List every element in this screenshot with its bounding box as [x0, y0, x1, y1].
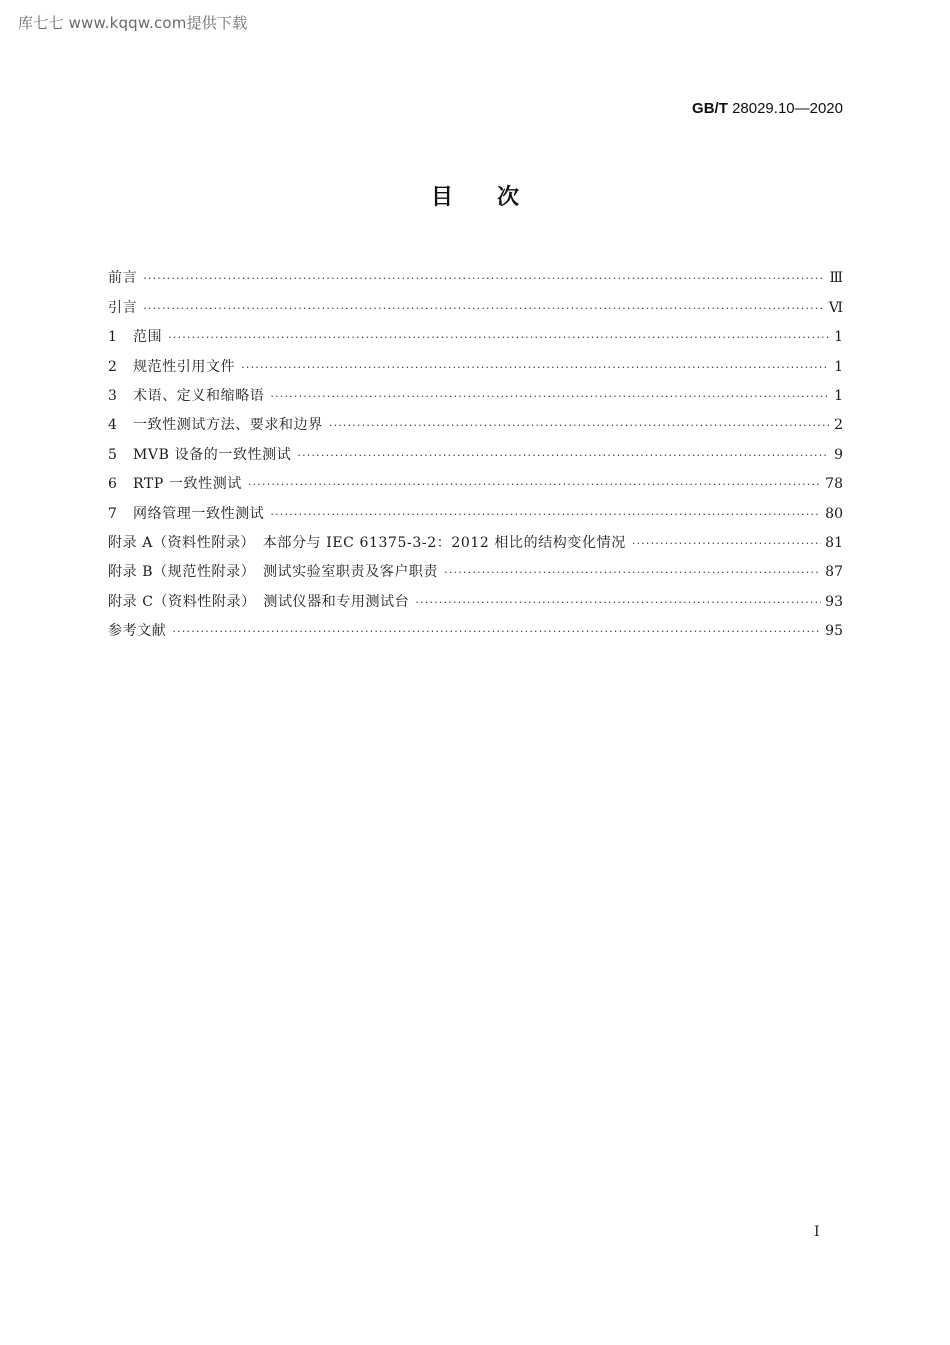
toc-entry-label: 网络管理一致性测试 — [133, 505, 265, 522]
toc-entry-label: 术语、定义和缩略语 — [133, 387, 265, 404]
toc-entry-page: 1 — [834, 387, 843, 404]
toc-entry-scope[interactable] — [108, 318, 843, 347]
toc-entry-number: 4 — [108, 417, 117, 434]
toc-entry-foreword[interactable] — [108, 259, 843, 288]
toc-entry-page: 87 — [825, 564, 843, 581]
standard-prefix: GB/T — [692, 100, 728, 117]
toc-leader-dots — [444, 564, 821, 582]
toc-entry-page: 78 — [825, 476, 843, 493]
toc-entry-number: 3 — [108, 387, 117, 404]
toc-entry-network-management[interactable] — [108, 494, 843, 523]
watermark-text: 库七七 www.kqqw.com提供下载 — [18, 14, 248, 32]
toc-entry-page: 9 — [834, 446, 843, 463]
toc-entry-label: 附录 A（资料性附录） 本部分与 IEC 61375-3-2：2012 相比的结构变化情况 — [108, 534, 626, 551]
toc-entry-label: RTP 一致性测试 — [133, 476, 242, 493]
toc-title: 目次 — [430, 185, 563, 210]
toc-entry-label: 参考文献 — [108, 623, 167, 640]
toc-entry-page: 1 — [834, 329, 843, 346]
toc-entry-page: 80 — [825, 505, 843, 522]
toc-leader-dots — [168, 329, 829, 347]
toc-entry-label: 一致性测试方法、要求和边界 — [133, 417, 323, 434]
toc-entry-page: 2 — [834, 417, 843, 434]
toc-leader-dots — [329, 417, 829, 435]
toc-entry-normative-references[interactable] — [108, 347, 843, 376]
toc-entry-number: 1 — [108, 329, 117, 346]
table-of-contents — [108, 259, 843, 641]
standard-code: 28029.10—2020 — [732, 100, 843, 117]
toc-leader-dots — [632, 535, 821, 553]
toc-leader-dots — [270, 506, 821, 524]
toc-entry-label: 附录 C（资料性附录） 测试仪器和专用测试台 — [108, 593, 410, 610]
toc-leader-dots — [248, 476, 821, 494]
toc-entry-page: 93 — [825, 593, 843, 610]
toc-entry-mvb-conformance[interactable] — [108, 435, 843, 464]
toc-entry-conformance-methods[interactable] — [108, 406, 843, 435]
toc-entry-page: 1 — [834, 358, 843, 375]
toc-entry-annex-c[interactable] — [108, 582, 843, 611]
page-number: I — [814, 1224, 820, 1240]
toc-entry-label: 范围 — [133, 329, 163, 346]
toc-leader-dots — [297, 447, 829, 465]
toc-entry-label: MVB 设备的一致性测试 — [133, 446, 292, 463]
toc-entry-page: Ⅵ — [828, 299, 843, 316]
toc-entry-rtp-conformance[interactable] — [108, 465, 843, 494]
toc-entry-bibliography[interactable] — [108, 612, 843, 641]
toc-leader-dots — [415, 594, 821, 612]
toc-leader-dots — [270, 388, 829, 406]
toc-entry-number: 6 — [108, 476, 117, 493]
toc-entry-number: 5 — [108, 446, 117, 463]
toc-leader-dots — [172, 623, 821, 641]
toc-entry-annex-a[interactable] — [108, 524, 843, 553]
toc-entry-page: 81 — [825, 534, 843, 551]
toc-entry-annex-b[interactable] — [108, 553, 843, 582]
toc-entry-page: Ⅲ — [829, 270, 843, 287]
toc-entry-label: 引言 — [108, 299, 138, 316]
toc-entry-label: 附录 B（规范性附录） 测试实验室职责及客户职责 — [108, 564, 439, 581]
toc-leader-dots — [143, 270, 825, 288]
toc-entry-label: 规范性引用文件 — [133, 358, 236, 375]
toc-leader-dots — [241, 359, 829, 377]
toc-entry-terms[interactable] — [108, 377, 843, 406]
toc-leader-dots — [143, 300, 825, 318]
standard-number — [692, 100, 843, 117]
toc-entry-number: 7 — [108, 505, 117, 522]
toc-entry-page: 95 — [825, 623, 843, 640]
toc-entry-introduction[interactable] — [108, 288, 843, 317]
toc-entry-number: 2 — [108, 358, 117, 375]
toc-entry-label: 前言 — [108, 270, 138, 287]
